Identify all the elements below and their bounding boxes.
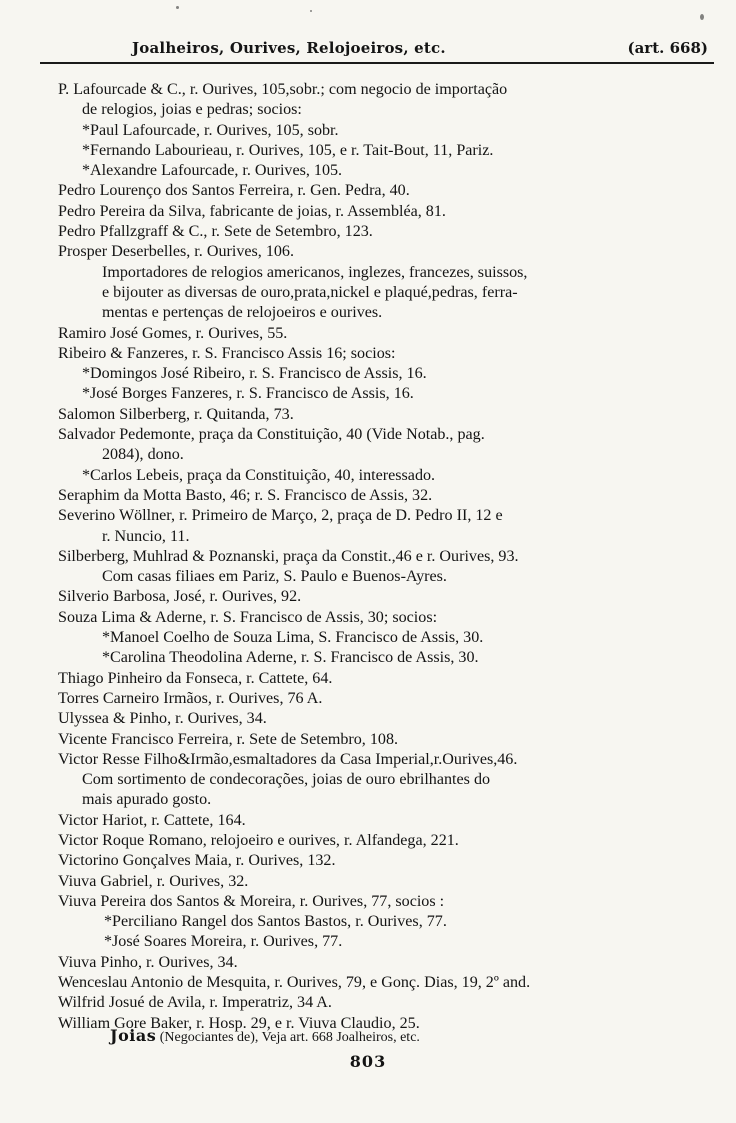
print-speck bbox=[700, 14, 704, 20]
entry-line: Vicente Francisco Ferreira, r. Sete de Setembro, 108. bbox=[58, 730, 399, 748]
entry-line: Ramiro José Gomes, r. Ourives, 55. bbox=[58, 324, 288, 342]
entry-line: Victor Roque Romano, relojoeiro e ourives, r. Alfandega, 221. bbox=[58, 831, 459, 849]
partner-line: *Alexandre Lafourcade, r. Ourives, 105. bbox=[82, 162, 343, 180]
entry-continuation: mais apurado gosto. bbox=[82, 791, 212, 809]
entry-line: Thiago Pinheiro da Fonseca, r. Cattete, 64. bbox=[58, 669, 333, 687]
entry-line: Viuva Gabriel, r. Ourives, 32. bbox=[58, 872, 249, 890]
entry-line: Viuva Pereira dos Santos & Moreira, r. Ourives, 77, socios : bbox=[58, 892, 445, 910]
partner-line: *Paul Lafourcade, r. Ourives, 105, sobr. bbox=[82, 121, 339, 139]
entry-line: Viuva Pinho, r. Ourives, 34. bbox=[58, 953, 238, 971]
entry-continuation: de relogios, joias e pedras; socios: bbox=[82, 101, 302, 119]
cross-reference-heading: Joias bbox=[110, 1026, 157, 1045]
entry-line: Pedro Pereira da Silva, fabricante de joias, r. Assembléa, 81. bbox=[58, 202, 446, 220]
entry-line: Prosper Deserbelles, r. Ourives, 106. bbox=[58, 243, 294, 261]
entry-continuation: mentas e pertenças de relojoeiros e ourives. bbox=[102, 304, 383, 322]
entry-line: Pedro Pfallzgraff & C., r. Sete de Setembro, 123. bbox=[58, 223, 373, 241]
entry-continuation: Importadores de relogios americanos, inglezes, francezes, suissos, bbox=[102, 263, 528, 281]
running-title: Joalheiros, Ourives, Relojoeiros, etc. bbox=[132, 39, 446, 57]
entry-line: Victorino Gonçalves Maia, r. Ourives, 132. bbox=[58, 852, 336, 870]
partner-line: *Carolina Theodolina Aderne, r. S. Francisco de Assis, 30. bbox=[102, 649, 479, 667]
partner-line: *José Borges Fanzeres, r. S. Francisco de Assis, 16. bbox=[82, 385, 414, 403]
entry-list bbox=[58, 80, 718, 1034]
running-header bbox=[40, 36, 714, 64]
page-number: 803 bbox=[349, 1052, 387, 1071]
cross-reference-text: (Negociantes de), Veja art. 668 Joalheiros, etc. bbox=[156, 1030, 420, 1045]
partner-line: *José Soares Moreira, r. Ourives, 77. bbox=[104, 933, 343, 951]
entry-continuation: Com sortimento de condecorações, joias de ouro ebrilhantes do bbox=[82, 771, 491, 789]
entry-line: Souza Lima & Aderne, r. S. Francisco de Assis, 30; socios: bbox=[58, 608, 438, 626]
entry-line: Severino Wöllner, r. Primeiro de Março, 2, praça de D. Pedro II, 12 e bbox=[58, 507, 503, 525]
entry-continuation: 2084), dono. bbox=[102, 446, 184, 464]
entry-line: Silverio Barbosa, José, r. Ourives, 92. bbox=[58, 588, 302, 606]
entry-line: P. Lafourcade & C., r. Ourives, 105,sobr.; com negocio de importação bbox=[58, 81, 508, 98]
partner-line: *Domingos José Ribeiro, r. S. Francisco de Assis, 16. bbox=[82, 365, 427, 383]
entry-line: Torres Carneiro Irmãos, r. Ourives, 76 A. bbox=[58, 689, 323, 707]
entry-line: Ulyssea & Pinho, r. Ourives, 34. bbox=[58, 710, 267, 728]
cross-reference bbox=[110, 1026, 420, 1046]
entry-line: Salomon Silberberg, r. Quitanda, 73. bbox=[58, 405, 294, 423]
entry-continuation: e bijouter as diversas de ouro,prata,nickel e plaqué,pedras, ferra- bbox=[102, 283, 518, 301]
partner-line: *Carlos Lebeis, praça da Constituição, 40, interessado. bbox=[82, 466, 436, 484]
entry-line: Wilfrid Josué de Avila, r. Imperatriz, 34 A. bbox=[58, 994, 332, 1012]
article-reference: (art. 668) bbox=[627, 39, 708, 57]
print-speck bbox=[310, 10, 312, 12]
entry-continuation: r. Nuncio, 11. bbox=[102, 527, 190, 545]
partner-line: *Manoel Coelho de Souza Lima, S. Francisco de Assis, 30. bbox=[102, 629, 484, 647]
entry-line: Seraphim da Motta Basto, 46; r. S. Francisco de Assis, 32. bbox=[58, 486, 433, 504]
entry-line: Pedro Lourenço dos Santos Ferreira, r. Gen. Pedra, 40. bbox=[58, 182, 410, 200]
partner-line: *Perciliano Rangel dos Santos Bastos, r. Ourives, 77. bbox=[104, 913, 447, 931]
entry-line: Victor Hariot, r. Cattete, 164. bbox=[58, 811, 246, 829]
print-speck bbox=[176, 6, 179, 9]
entry-line: Victor Resse Filho&Irmão,esmaltadores da Casa Imperial,r.Ourives,46. bbox=[58, 750, 518, 768]
entry-line: Silberberg, Muhlrad & Poznanski, praça da Constit.,46 e r. Ourives, 93. bbox=[58, 547, 519, 565]
partner-line: *Fernando Labourieau, r. Ourives, 105, e r. Tait-Bout, 11, Pariz. bbox=[82, 141, 494, 159]
entry-line: Wenceslau Antonio de Mesquita, r. Ourives, 79, e Gonç. Dias, 19, 2º and. bbox=[58, 974, 531, 992]
entry-line: Ribeiro & Fanzeres, r. S. Francisco Assis 16; socios: bbox=[58, 344, 396, 362]
entry-line: William Gore Baker, r. Hosp. 29, e r. Viuva Claudio, 25. bbox=[58, 1014, 420, 1032]
entry-line: Salvador Pedemonte, praça da Constituição, 40 (Vide Notab., pag. bbox=[58, 426, 485, 444]
entry-continuation: Com casas filiaes em Pariz, S. Paulo e Buenos-Ayres. bbox=[102, 568, 447, 586]
